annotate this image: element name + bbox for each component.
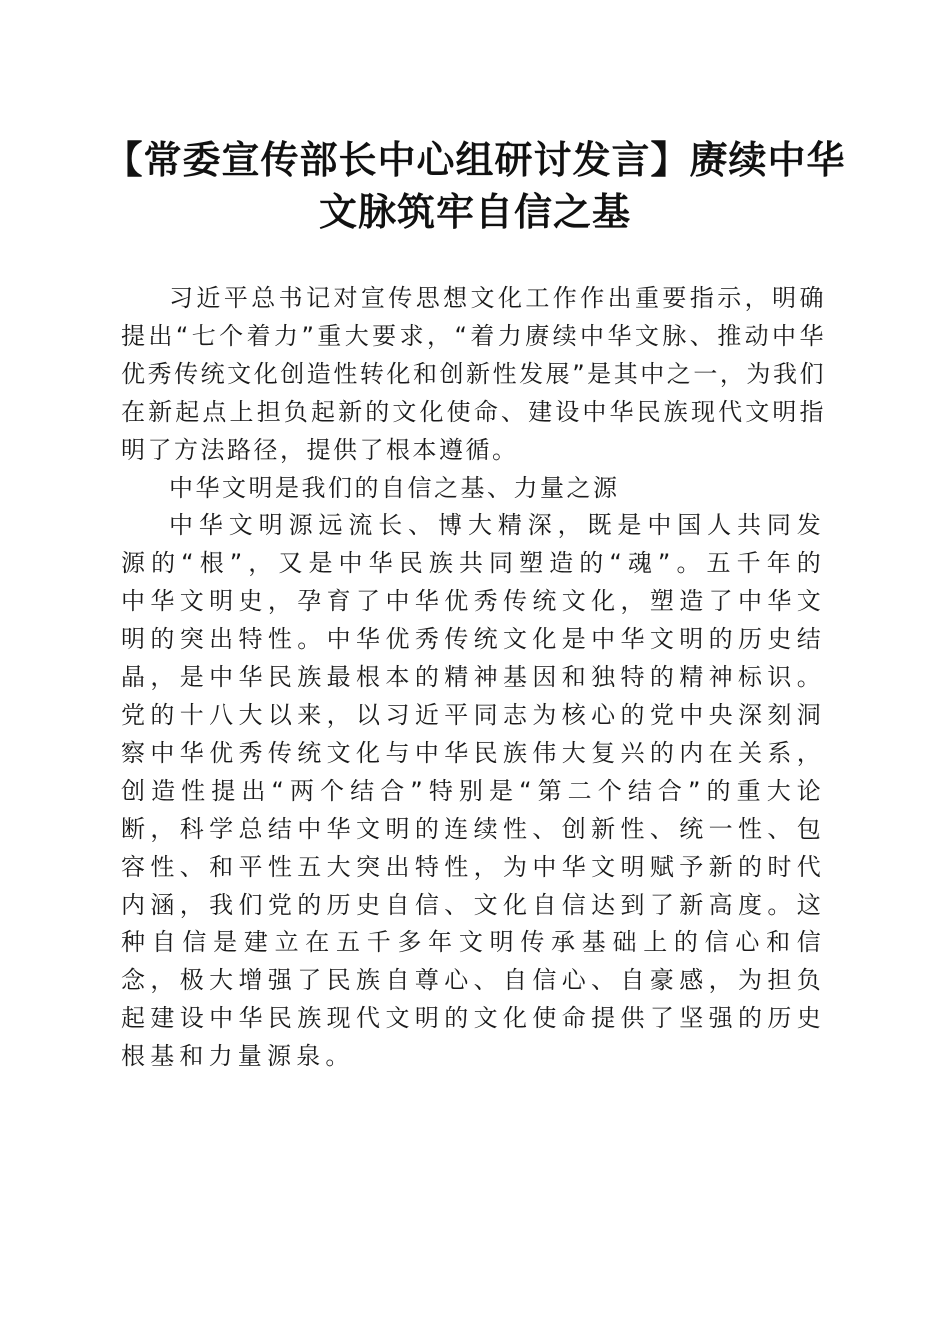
- document-body: [121, 280, 826, 1076]
- section-heading: 中华文明是我们的自信之基、力量之源: [169, 473, 620, 502]
- document-title: 【常委宣传部长中心组研讨发言】赓续中华文脉筑牢自信之基: [104, 137, 846, 234]
- body-paragraph: 中华文明源远流长、博大精深，既是中国人共同发源的“根”，又是中华民族共同塑造的“魂”。五千年的中华文明史，孕育了中华优秀传统文化，塑造了中华文明的突出特性。中华优秀传统文化是中华文明的历史结晶，是中华民族最根本的精神基因和独特的精神标识。党的十八大以来，以习近平同志为核心的党中央深刻洞察中华优秀传统文化与中华民族伟大复兴的内在关系，创造性提出“两个结合”特别是“第二个结合”的重大论断，科学总结中华文明的连续性、创新性、统一性、包容性、和平性五大突出特性，为中华文明赋予新的时代内涵，我们党的历史自信、文化自信达到了新高度。这种自信是建立在五千多年文明传承基础上的信心和信念，极大增强了民族自尊心、自信心、自豪感，为担负起建设中华民族现代文明的文化使命提供了坚强的历史根基和力量源泉。: [121, 511, 826, 1071]
- intro-paragraph: 习近平总书记对宣传思想文化工作作出重要指示，明确提出“七个着力”重大要求，“着力赓续中华文脉、推动中华优秀传统文化创造性转化和创新性发展”是其中之一，为我们在新起点上担负起新的文化使命、建设中华民族现代文明指明了方法路径，提供了根本遵循。: [121, 284, 826, 464]
